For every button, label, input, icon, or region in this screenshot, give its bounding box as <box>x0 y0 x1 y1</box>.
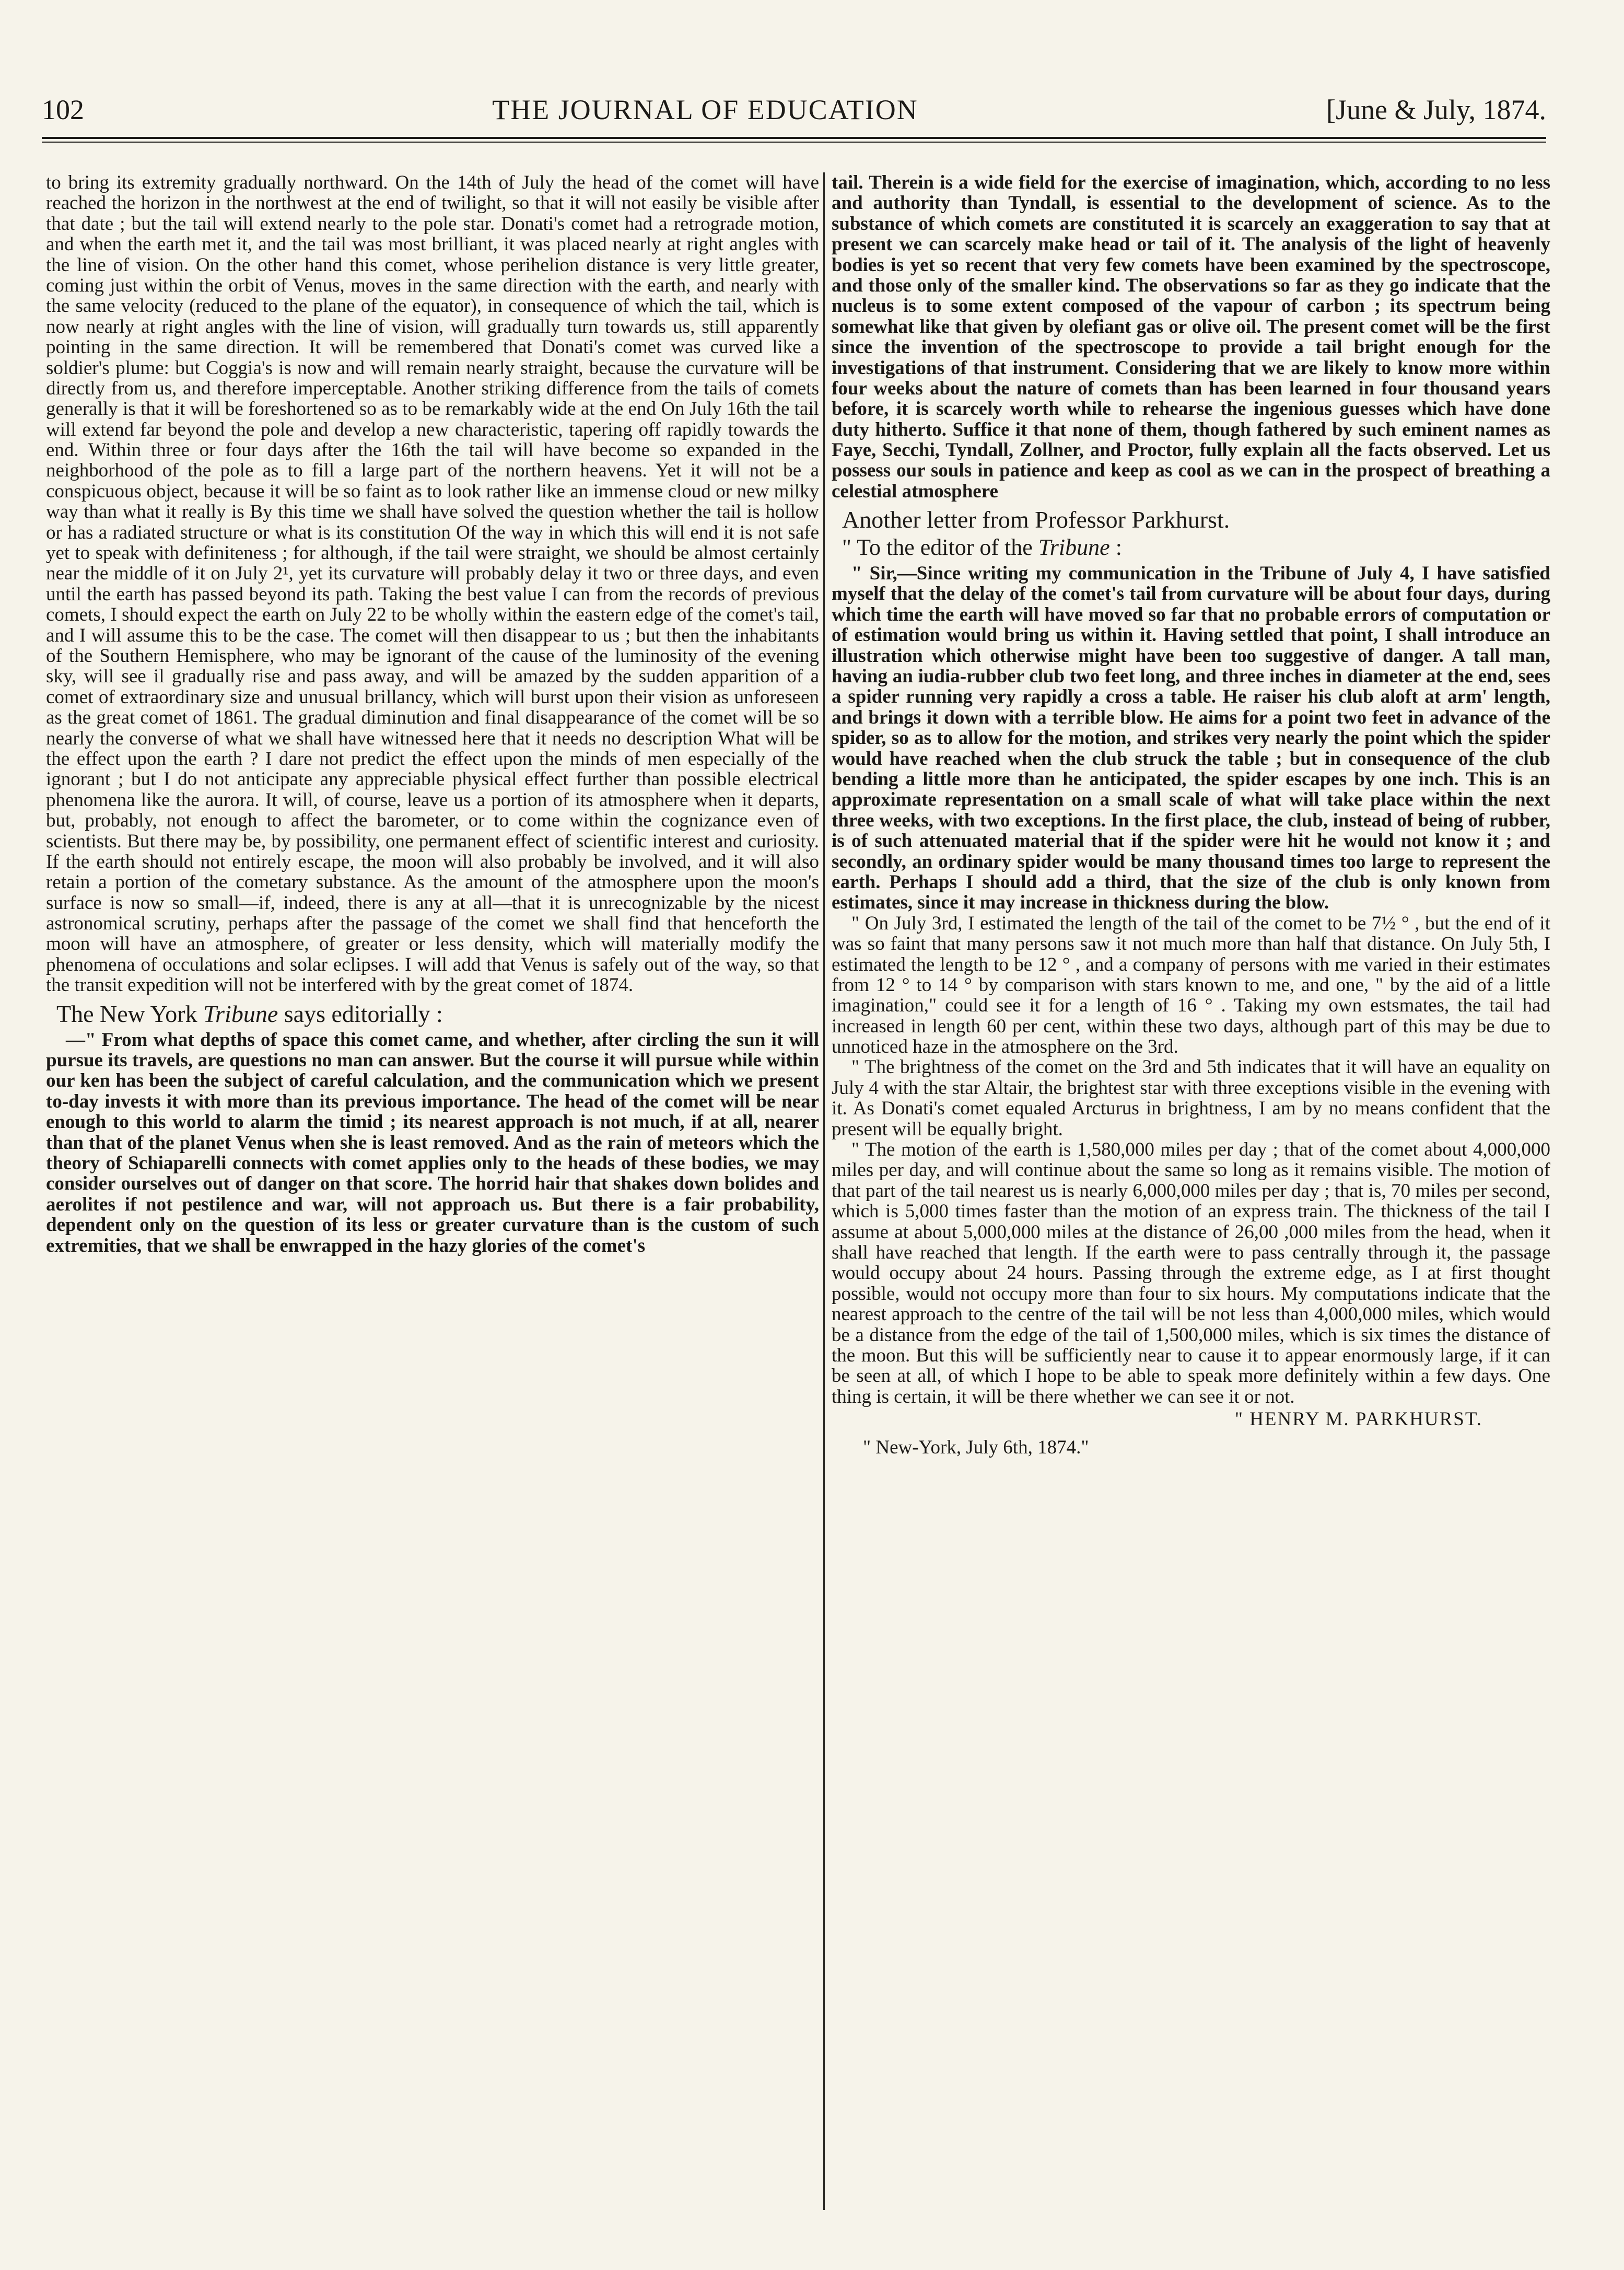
editorial-paragraph: —" From what depths of space this comet came, and whether, after circling the sun it will pursue its travels, are questions no man can answer. But the course it will pursue while within our ken has been the subject of careful calculation, and the communication which we present to-day invests it with more than its previous importance. The head of the comet will be near enough to this world to alarm the timid ; its nearest approach is not much, if at all, nearer than that of the planet Venus when she is least removed. And as the rain of meteors which the theory of Schiaparelli connects with comet applies only to the heads of these bodies, we may consider ourselves out of danger on that score. The horrid hair that shakes down bolides and aerolites if not pestilence and war, will not approach us. But there is a fair probability, dependent only on the question of its less or greater curvature than is the custom of such extremities, that we shall be enwrapped in the hazy glories of the comet's <box>46 1029 819 1256</box>
header-rule <box>42 137 1546 139</box>
subhead-text: The New York <box>56 1000 204 1027</box>
left-column <box>46 172 819 2231</box>
page-header <box>42 91 1546 128</box>
section-subhead: Another letter from Professor Parkhurst. <box>842 506 1230 533</box>
editorial-paragraph: tail. Therein is a wide field for the exercise of imagination, which, according to no less and authority than Tyndall, is essential to the development of science. As to the substance of which comets are constituted it is scarcely an exaggeration to say that at present we can scarcely make head or tail of it. The analysis of the light of heavenly bodies is yet so recent that very few comets have been examined by the spectroscope, and those only of the smaller kind. The observations so far as they go indicate that the nucleus is to some extent composed of the vapour of carbon ; its spectrum being somewhat like that given by olefiant gas or olive oil. The present comet will be the first since the invention of the spectroscope to provide a tail bright enough for the investigations of that instrument. Considering that we are likely to know more within four weeks about the nature of comets than has been learned in four thousand years before, it is scarcely worth while to rehearse the ingenious guesses which have done duty hitherto. Suffice it that none of them, though fathered by such eminent names as Faye, Secchi, Tyndall, Zollner, and Proctor, fully explain all the facts observed. Let us possess our souls in patience and keep as cool as we can in the prospect of breathing a celestial atmosphere <box>832 172 1550 502</box>
issue-date: [June & July, 1874. <box>1326 94 1546 125</box>
subhead-italic: Tribune <box>203 1000 278 1027</box>
salutation-text: " To the editor of the <box>842 534 1038 561</box>
dateline: " New-York, July 6th, 1874." <box>863 1436 1089 1458</box>
article-paragraph: to bring its extremity gradually northward. On the 14th of July the head of the comet will have reached the horizon in the northwest at the end of twilight, so that it will not easily be visible after that date ; but the tail will extend nearly to the pole star. Donati's comet had a retrograde motion, and when the earth met it, and the tail was most brilliant, it was placed nearly at right angles with the line of vision. On the other hand this comet, whose perihelion distance is very little greater, coming just within the orbit of Venus, moves in the same direction with the earth, and nearly with the same velocity (reduced to the plane of the equator), in consequence of which the tail, which is now nearly at right angles with the line of vision, will gradually turn towards us, still apparently pointing in the same direction. It will be remembered that Donati's comet was curved like a soldier's plume: but Coggia's is now and will remain nearly straight, because the curvature will be directly from us, and therefore imperceptable. Another striking difference from the tails of comets generally is that it will be foreshortened so as to be remarkably wide at the end On July 16th the tail will extend far beyond the pole and develop a new characteristic, tapering off rapidly towards the end. Within three or four days after the 16th the tail will have become so expanded in the neighborhood of the pole as to fill a large part of the northern heavens. Yet it will not be a conspicuous object, because it will be so faint as to look rather like an immense cloud or new milky way than what it really is By this time we shall have solved the question whether the tail is hollow or has a radiated structure or what is its constitution Of the way in which this will end it is not safe yet to speak with definiteness ; for although, if the tail were straight, we should be almost certainly near the middle of it on July 2¹, yet its curvature will probably delay it two or three days, and even until the earth has passed beyond its path. Taking the best value I can from the records of previous comets, I should expect the earth on July 22 to be wholly within the eastern edge of the comet's tail, and I will assume this to be the case. The comet will then disappear to us ; but then the inhabitants of the Southern Hemisphere, who may be ignorant of the cause of the luminosity of the evening sky, will see il gradually rise and pass away, and will be amazed by the sudden apparition of a comet of extraordinary size and unusual brillancy, which will burst upon their vision as unforeseen as the great comet of 1861. The gradual diminution and final disappearance of the comet will be so nearly the converse of what we shall have witnessed here that it needs no description What will be the effect upon the earth ? I dare not predict the effect upon the minds of men especially of the ignorant ; but I do not anticipate any appreciable physical effect further than possible electrical phenomena like the aurora. It will, of course, leave us a portion of its atmosphere when it departs, but, probably, not enough to affect the barometer, or to come within the cognizance even of scientists. But there may be, by possibility, one permanent effect of scientific interest and curiosity. If the earth should not entirely escape, the moon will also probably be involved, and it will also retain a portion of the cometary substance. As the amount of the atmosphere upon the moon's surface is now so small—if, indeed, there is any at all—that it is unrecognizable by the nicest astronomical scrutiny, perhaps after the passage of the comet we shall find that henceforth the moon will have an atmosphere, of greater or less density, which will materially modify the phenomena of occulations and solar eclipses. I will add that Venus is safely out of the way, so that the transit expedition will not be interfered with by the great comet of 1874. <box>46 172 819 996</box>
journal-title: THE JOURNAL OF EDUCATION <box>492 94 918 125</box>
column-divider <box>823 172 825 2210</box>
salutation-text: : <box>1109 534 1122 561</box>
subhead-text: says editorially : <box>278 1000 443 1027</box>
letter-paragraph: " Sir,—Since writing my communication in the Tribune of July 4, I have satisfied myself that the delay of the comet's tail from curvature will be about four days, during which time the earth will have moved so far that no probable errors of computation or of estimation would bring us within it. Having settled that point, I shall introduce an illustration which otherwise might have been too suggestive of danger. A tall man, having an iudia-rubber club two feet long, and three inches in diameter at the end, sees a spider running very rapidly a cross a table. He raiser his club aloft at arm' length, and brings it down with a terrible blow. He aims for a point two feet in advance of the spider, so as to allow for the motion, and strikes very nearly the point which the spider would have reached when the club struck the table ; but in consequence of the club bending a little more than he anticipated, the spider escapes by one inch. This is an approximate representation on a small scale of what will take place within the next three weeks, with two exceptions. In the first place, the club, instead of being of rubber, is of such attenuated material that if the spider were hit he would not know it ; and secondly, an ordinary spider would be many thousand times too large to represent the earth. Perhaps I should add a third, that the size of the club is only known from estimates, since it may increase in thickness during the blow. <box>832 563 1550 914</box>
signature: " HENRY M. PARKHURST. <box>1234 1408 1482 1430</box>
letter-salutation <box>842 536 1550 560</box>
section-subhead <box>56 1001 819 1027</box>
header-rule-thin <box>42 142 1546 143</box>
salutation-italic: Tribune <box>1038 534 1110 561</box>
letter-paragraph: " The brightness of the comet on the 3rd and 5th indicates that it will have an equality on July 4 with the star Altair, the brightest star with three exceptions visible in the evening with it. As Donati's comet equaled Arcturus in brightness, I am by no means confident that the present will be equally bright. <box>832 1056 1550 1140</box>
right-column <box>832 172 1550 2231</box>
letter-paragraph: " On July 3rd, I estimated the length of the tail of the comet to be 7½ ° , but the end of it was so faint that many persons saw it not much more than half that distance. On July 5th, I estimated the length to be 12 ° , and a company of persons with me varied in their estimates from 12 ° to 14 ° by comparison with stars known to me, and one, " by the aid of a little imagination," could see it for a length of 16 ° . Taking my own estsmates, the tail had increased in length 60 per cent, within these two days, although part of this may be due to unnoticed haze in the atmosphere on the 3rd. <box>832 912 1550 1058</box>
letter-paragraph: " The motion of the earth is 1,580,000 miles per day ; that of the comet about 4,000,000 miles per day, and will continue about the same so long as it remains visible. The motion of that part of the tail nearest us is nearly 6,000,000 miles per day ; that is, 70 miles per second, which is 5,000 times faster than the motion of an express train. The thickness of the tail I assume at about 5,000,000 miles at the distance of 26,00 ,000 miles from the head, when it shall have reached that length. If the earth were to pass centrally through it, the passage would occupy about 24 hours. Passing through the extreme edge, as I at first thought possible, would not occupy more than four to six hours. My computations indicate that the nearest approach to the centre of the tail will be not less than 4,000,000 miles, which would be a distance from the edge of the tail of 1,500,000 miles, which is six times the distance of the moon. But this will be sufficiently near to cause it to appear enormously large, if it can be seen at all, of which I hope to be able to speak more definitely within a few days. One thing is certain, it will be there whether we can see it or not. <box>832 1139 1550 1407</box>
page-number: 102 <box>42 94 84 125</box>
